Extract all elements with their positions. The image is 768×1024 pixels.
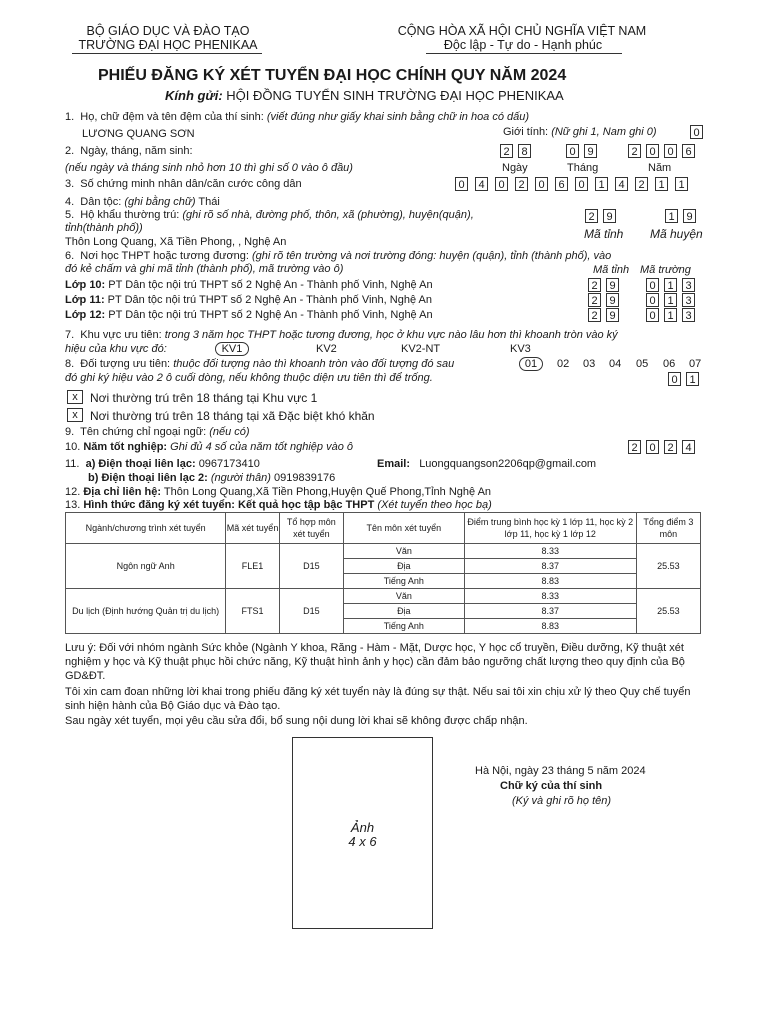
- phone2: 0919839176: [274, 472, 336, 484]
- priority-01-circled: 01: [519, 357, 543, 371]
- header-divider-left: [72, 53, 262, 54]
- school-code-box: 1: [664, 278, 677, 292]
- subject-cell: Địa: [343, 559, 464, 574]
- col-total: Tổng điểm 3 môn: [636, 513, 700, 544]
- grad-year-2: 0: [646, 440, 659, 454]
- day-digit-2: 8: [518, 144, 531, 158]
- s6-hint-cont: đó kẻ chấm và ghi mã tỉnh (thành phố), mã trường vào ô): [65, 263, 344, 275]
- major-cell: Du lịch (Định hướng Quản trị du lịch): [66, 589, 226, 634]
- district-code-2: 9: [683, 209, 696, 223]
- year-digit-4: 6: [682, 144, 695, 158]
- grad-year-1: 2: [628, 440, 641, 454]
- month-caption: Tháng: [567, 162, 599, 174]
- s6-province-caption: Mã tỉnh: [593, 264, 630, 276]
- recipient-line: [165, 88, 564, 103]
- s10-line: 10. Năm tốt nghiệp: Ghi đủ 4 số của năm tốt nghiệp vào ô: [65, 441, 353, 453]
- s6-label: 6. Nơi học THPT hoặc tương đương: (ghi rõ tên trường và nơi trường đóng: huyện (quận), tỉnh (thành phố), vào: [65, 250, 612, 262]
- combo-cell: D15: [279, 544, 343, 589]
- check-kv1[interactable]: x: [67, 390, 83, 404]
- phone: 0967173410: [198, 458, 260, 470]
- subject-cell: Tiếng Anh: [343, 619, 464, 634]
- s2-hint: (nếu ngày và tháng sinh nhỏ hơn 10 thì ghi số 0 vào ô đầu): [65, 162, 353, 174]
- id-digit-box: 1: [675, 177, 688, 191]
- note-no-changes: Sau ngày xét tuyển, mọi yêu cầu sửa đổi, bổ sung nội dung lời khai sẽ không được chấp nhận.: [65, 715, 528, 727]
- day-digit-1: 2: [500, 144, 513, 158]
- school-province-box: 9: [606, 308, 619, 322]
- s3-label: 3. Số chứng minh nhân dân/căn cước công dân: [65, 178, 302, 190]
- school-grade: Lớp 12:: [65, 309, 106, 321]
- id-digit-box: 4: [475, 177, 488, 191]
- area-kv3: KV3: [510, 343, 531, 355]
- grad-year-4: 4: [682, 440, 695, 454]
- id-digit-box: 1: [595, 177, 608, 191]
- sign-hint: (Ký và ghi rõ họ tên): [512, 795, 612, 807]
- priority-05: 05: [636, 358, 649, 370]
- code-cell: FLE1: [226, 544, 279, 589]
- col-major: Ngành/chương trình xét tuyển: [66, 513, 226, 544]
- school-row: [65, 294, 432, 306]
- code-cell: FTS1: [226, 589, 279, 634]
- school-name: PT Dân tộc nội trú THPT số 2 Nghệ An - Thành phố Vinh, Nghệ An: [108, 279, 433, 291]
- total-cell: 25.53: [636, 544, 700, 589]
- col-combo: Tổ hợp môn xét tuyển: [279, 513, 343, 544]
- s5-label: 5. Hộ khẩu thường trú: (ghi rõ số nhà, đường phố, thôn, xã (phường), huyện(quận),: [65, 209, 474, 221]
- score-cell: 8.83: [464, 574, 636, 589]
- school-code-box: 0: [646, 278, 659, 292]
- student-name: LƯƠNG QUANG SƠN: [82, 128, 195, 140]
- table-row: [66, 544, 701, 559]
- s8-label: 8. Đối tượng ưu tiên: thuộc đối tượng nào thì khoanh tròn vào đối tượng đó sau: [65, 358, 455, 370]
- year-digit-2: 0: [646, 144, 659, 158]
- score-cell: 8.37: [464, 604, 636, 619]
- score-cell: 8.37: [464, 559, 636, 574]
- ministry-name: BỘ GIÁO DỤC VÀ ĐÀO TẠO: [86, 24, 250, 38]
- s11-phone2-line: b) Điện thoại liên lạc 2: (người thân) 0919839176: [88, 472, 336, 484]
- id-digit-box: 0: [495, 177, 508, 191]
- year-digit-3: 0: [664, 144, 677, 158]
- school-row: [65, 309, 433, 321]
- col-code: Mã xét tuyển: [226, 513, 279, 544]
- area-kv1-circled: KV1: [215, 342, 249, 356]
- col-score: Điểm trung bình học kỳ 1 lớp 11, học kỳ 2 lớp 11, học kỳ 1 lớp 12: [464, 513, 636, 544]
- contact-address: Thôn Long Quang,Xã Tiền Phong,Huyện Quế Phong,Tỉnh Nghệ An: [163, 486, 492, 498]
- s2-label: 2. Ngày, tháng, năm sinh:: [65, 145, 193, 157]
- s8-hint-cont: đó ghi ký hiệu vào 2 ô cuối dòng, nếu không thuộc diện ưu tiên thì để trống.: [65, 372, 433, 384]
- s6-school-caption: Mã trường: [640, 264, 691, 276]
- id-digit-box: 1: [655, 177, 668, 191]
- results-table: [65, 512, 701, 634]
- school-province-box: 2: [588, 278, 601, 292]
- priority-03: 03: [583, 358, 596, 370]
- s4-line: 4. Dân tộc: (ghi bằng chữ) Thái: [65, 196, 220, 208]
- s5-hint-cont: tỉnh(thành phố)): [65, 222, 143, 234]
- id-digit-box: 2: [635, 177, 648, 191]
- id-digit-box: 4: [615, 177, 628, 191]
- check-ddbkk[interactable]: x: [67, 408, 83, 422]
- s12-line: 12. Địa chỉ liên hệ: Thôn Long Quang,Xã Tiền Phong,Huyện Quế Phong,Tỉnh Nghệ An: [65, 486, 492, 498]
- area-kv2-nt: KV2-NT: [401, 343, 441, 355]
- gender-box: 0: [690, 125, 703, 139]
- photo-size: 4 x 6: [348, 834, 377, 849]
- school-province-box: 2: [588, 308, 601, 322]
- priority-code-2: 1: [686, 372, 699, 386]
- email: Luongquangson2206qp@gmail.com: [419, 458, 597, 470]
- school-province-box: 9: [606, 278, 619, 292]
- school-province-box: 2: [588, 293, 601, 307]
- check-kv1-text: Nơi thường trú trên 18 tháng tại Khu vực 1: [90, 391, 318, 405]
- s9-line: 9. Tên chứng chỉ ngoại ngữ: (nếu có): [65, 426, 250, 438]
- table-header-row: [66, 513, 701, 544]
- s1-label: 1. Họ, chữ đệm và tên đệm của thí sinh: (viết đúng như giấy khai sinh bằng chữ in hoa có dấu): [65, 111, 530, 123]
- school-name: PT Dân tộc nội trú THPT số 2 Nghệ An - Thành phố Vinh, Nghệ An: [107, 294, 432, 306]
- ethnicity: Thái: [198, 196, 220, 208]
- district-caption: Mã huyện: [650, 227, 703, 241]
- school-grade: Lớp 10:: [65, 279, 106, 291]
- year-caption: Năm: [648, 162, 672, 174]
- school-code-box: 1: [664, 293, 677, 307]
- email-line: Email: Luongquangson2206qp@gmail.com: [377, 458, 597, 470]
- subject-cell: Địa: [343, 604, 464, 619]
- col-subject: Tên môn xét tuyển: [343, 513, 464, 544]
- s11-phone-line: 11. a) Điện thoại liên lạc: 0967173410: [65, 458, 260, 470]
- area-kv2: KV2: [316, 343, 337, 355]
- school-code-box: 3: [682, 308, 695, 322]
- subject-cell: Văn: [343, 589, 464, 604]
- table-row: [66, 589, 701, 604]
- motto: Độc lập - Tự do - Hạnh phúc: [443, 38, 603, 52]
- check-ddbkk-text: Nơi thường trú trên 18 tháng tại xã Đặc biệt khó khăn: [90, 409, 375, 423]
- month-digit-1: 0: [566, 144, 579, 158]
- combo-cell: D15: [279, 589, 343, 634]
- s7-hint-cont: hiệu của khu vực đó:: [65, 343, 167, 355]
- month-digit-2: 9: [584, 144, 597, 158]
- header-divider-right: [426, 53, 622, 54]
- grad-year-3: 2: [664, 440, 677, 454]
- priority-code-1: 0: [668, 372, 681, 386]
- school-code-box: 3: [682, 293, 695, 307]
- photo-label: Ảnh: [350, 820, 375, 835]
- gender-label: Giới tính: (Nữ ghi 1, Nam ghi 0): [503, 126, 657, 138]
- form-title: PHIẾU ĐĂNG KÝ XÉT TUYỂN ĐẠI HỌC CHÍNH QUY NĂM 2024: [98, 67, 567, 84]
- school-row: [65, 279, 433, 291]
- priority-02: 02: [557, 358, 570, 370]
- sign-date: Hà Nội, ngày 23 tháng 5 năm 2024: [475, 765, 646, 777]
- year-digit-1: 2: [628, 144, 641, 158]
- school-name: TRƯỜNG ĐẠI HỌC PHENIKAA: [78, 38, 258, 52]
- score-cell: 8.33: [464, 589, 636, 604]
- subject-cell: Văn: [343, 544, 464, 559]
- recipient: HỘI ĐỒNG TUYỂN SINH TRƯỜNG ĐẠI HỌC PHENIKAA: [226, 88, 564, 103]
- id-digit-box: 0: [455, 177, 468, 191]
- school-code-box: 0: [646, 308, 659, 322]
- province-code-2: 9: [603, 209, 616, 223]
- school-code-box: 3: [682, 278, 695, 292]
- priority-06: 06: [663, 358, 676, 370]
- s13-line: 13. Hình thức đăng ký xét tuyển: Kết quả học tập bậc THPT (Xét tuyển theo học bạ): [65, 499, 492, 511]
- republic-name: CỘNG HÒA XÃ HỘI CHỦ NGHĨA VIỆT NAM: [397, 24, 647, 38]
- residence: Thôn Long Quang, Xã Tiền Phong, , Nghệ An: [65, 236, 287, 248]
- province-code-1: 2: [585, 209, 598, 223]
- sign-title: Chữ ký của thí sinh: [500, 780, 603, 792]
- score-cell: 8.83: [464, 619, 636, 634]
- id-digit-box: 2: [515, 177, 528, 191]
- total-cell: 25.53: [636, 589, 700, 634]
- recipient-label: Kính gửi:: [165, 88, 223, 103]
- note-commitment: Tôi xin cam đoan những lời khai trong phiếu đăng ký xét tuyển này là đúng sự thật. Nếu sai tôi xin chịu xử lý theo Quy chế tuyển sinh hiện hành của Bộ Giáo dục và Đào tạo.: [65, 686, 691, 712]
- province-caption: Mã tỉnh: [584, 227, 624, 241]
- subject-cell: Tiếng Anh: [343, 574, 464, 589]
- s7-label: 7. Khu vực ưu tiên: trong 3 năm học THPT hoặc tương đương, học ở khu vực nào lâu hơn thì khoanh tròn vào ký: [65, 329, 618, 341]
- id-digit-box: 6: [555, 177, 568, 191]
- school-name: PT Dân tộc nội trú THPT số 2 Nghệ An - Thành phố Vinh, Nghệ An: [108, 309, 433, 321]
- school-code-box: 1: [664, 308, 677, 322]
- note-quality: Lưu ý: Đối với nhóm ngành Sức khỏe (Ngành Y khoa, Răng - Hàm - Mặt, Dược học, Y học cổ truyền, Điều dưỡng, Kỹ thuật xét nghiệm y học và Kỹ thuật phục hồi chức năng, Kỹ thuật hình ảnh y học) cần đảm bảo ngưỡng chất lượng theo quy định của Bộ GD&ĐT.: [65, 642, 685, 682]
- major-cell: Ngôn ngữ Anh: [66, 544, 226, 589]
- school-province-box: 9: [606, 293, 619, 307]
- id-digit-box: 0: [575, 177, 588, 191]
- school-grade: Lớp 11:: [65, 294, 105, 306]
- priority-07: 07: [689, 358, 702, 370]
- school-code-box: 0: [646, 293, 659, 307]
- priority-04: 04: [609, 358, 622, 370]
- district-code-1: 1: [665, 209, 678, 223]
- day-caption: Ngày: [502, 162, 528, 174]
- score-cell: 8.33: [464, 544, 636, 559]
- id-digit-box: 0: [535, 177, 548, 191]
